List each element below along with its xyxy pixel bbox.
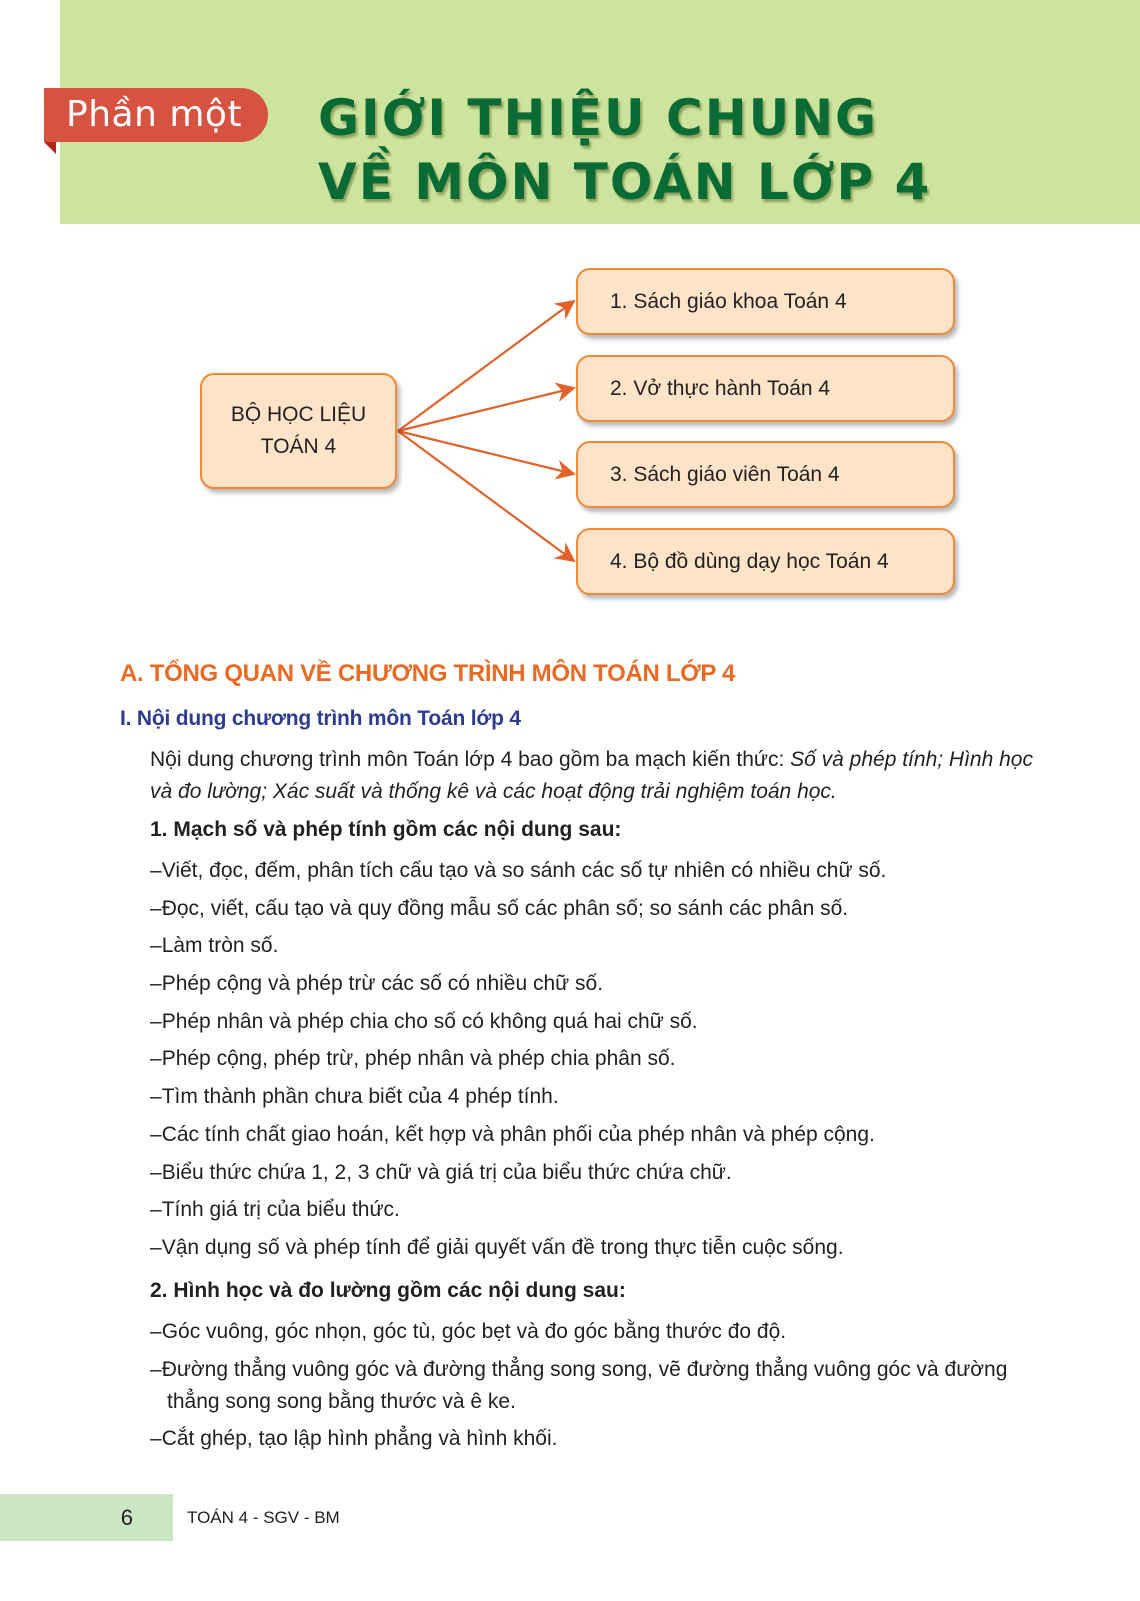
page-number: 6 — [120, 1505, 133, 1530]
diagram-child-node: 3. Sách giáo viên Toán 4 — [576, 441, 955, 508]
list-item: – Góc vuông, góc nhọn, góc tù, góc bẹt và đo góc bằng thước đo độ. — [150, 1316, 1050, 1348]
page-title-line-2: VỀ MÔN TOÁN LỚP 4 — [318, 153, 932, 211]
root-node-line-1: BỘ HỌC LIỆU — [230, 403, 367, 426]
strand-2-list — [150, 1316, 1050, 1460]
diagram-child-node: 1. Sách giáo khoa Toán 4 — [576, 268, 955, 335]
list-item: – Đọc, viết, cấu tạo và quy đồng mẫu số các phân số; so sánh các phân số. — [150, 893, 1050, 925]
list-item: – Tìm thành phần chưa biết của 4 phép tính. — [150, 1081, 1050, 1113]
arrow-to-child-3 — [398, 431, 574, 474]
list-item: – Viết, đọc, đếm, phân tích cấu tạo và so sánh các số tự nhiên có nhiều chữ số. — [150, 855, 1050, 887]
list-item: – Vận dụng số và phép tính để giải quyết vấn đề trong thực tiễn cuộc sống. — [150, 1232, 1050, 1264]
diagram-child-node: 2. Vở thực hành Toán 4 — [576, 355, 955, 422]
subsection-i-heading: I. Nội dung chương trình môn Toán lớp 4 — [120, 707, 521, 730]
part-label-ribbon: Phần một — [44, 88, 268, 142]
list-item: – Phép cộng và phép trừ các số có nhiều chữ số. — [150, 968, 1050, 1000]
list-item: – Đường thẳng vuông góc và đường thẳng song song, vẽ đường thẳng vuông góc và đường thẳng song song bằng thước và ê ke. — [150, 1354, 1050, 1418]
diagram-root-node — [200, 373, 397, 489]
intro-paragraph — [150, 744, 1050, 808]
intro-italic-text: Số và phép tính; Hình học và đo lường; Xác suất và thống kê và các hoạt động trải nghiệm toán học. — [150, 748, 1033, 803]
strand-1-list — [150, 855, 1050, 1270]
list-item: – Tính giá trị của biểu thức. — [150, 1194, 1050, 1226]
list-item: – Cắt ghép, tạo lập hình phẳng và hình khối. — [150, 1423, 1050, 1455]
page-title-line-1: GIỚI THIỆU CHUNG — [318, 89, 879, 147]
root-node-line-2: TOÁN 4 — [260, 435, 337, 458]
list-item: – Làm tròn số. — [150, 930, 1050, 962]
arrow-to-child-2 — [398, 388, 574, 431]
strand-1-heading: 1. Mạch số và phép tính gồm các nội dung sau: — [150, 818, 622, 841]
list-item: – Phép nhân và phép chia cho số có không quá hai chữ số. — [150, 1006, 1050, 1038]
list-item: – Biểu thức chứa 1, 2, 3 chữ và giá trị của biểu thức chứa chữ. — [150, 1157, 1050, 1189]
learning-materials-diagram — [0, 0, 1140, 620]
strand-2-heading: 2. Hình học và đo lường gồm các nội dung sau: — [150, 1279, 626, 1302]
intro-text: Nội dung chương trình môn Toán lớp 4 bao gồm ba mạch kiến thức: — [150, 748, 791, 771]
list-item: – Phép cộng, phép trừ, phép nhân và phép chia phân số. — [150, 1043, 1050, 1075]
footer-book-title: TOÁN 4 - SGV - BM — [187, 1508, 340, 1527]
arrow-to-child-1 — [398, 301, 574, 431]
list-item: – Các tính chất giao hoán, kết hợp và phân phối của phép nhân và phép cộng. — [150, 1119, 1050, 1151]
arrow-to-child-4 — [398, 431, 574, 561]
diagram-arrows — [0, 0, 1140, 620]
section-a-heading: A. TỔNG QUAN VỀ CHƯƠNG TRÌNH MÔN TOÁN LỚP 4 — [120, 660, 736, 687]
diagram-child-node: 4. Bộ đồ dùng dạy học Toán 4 — [576, 528, 955, 595]
